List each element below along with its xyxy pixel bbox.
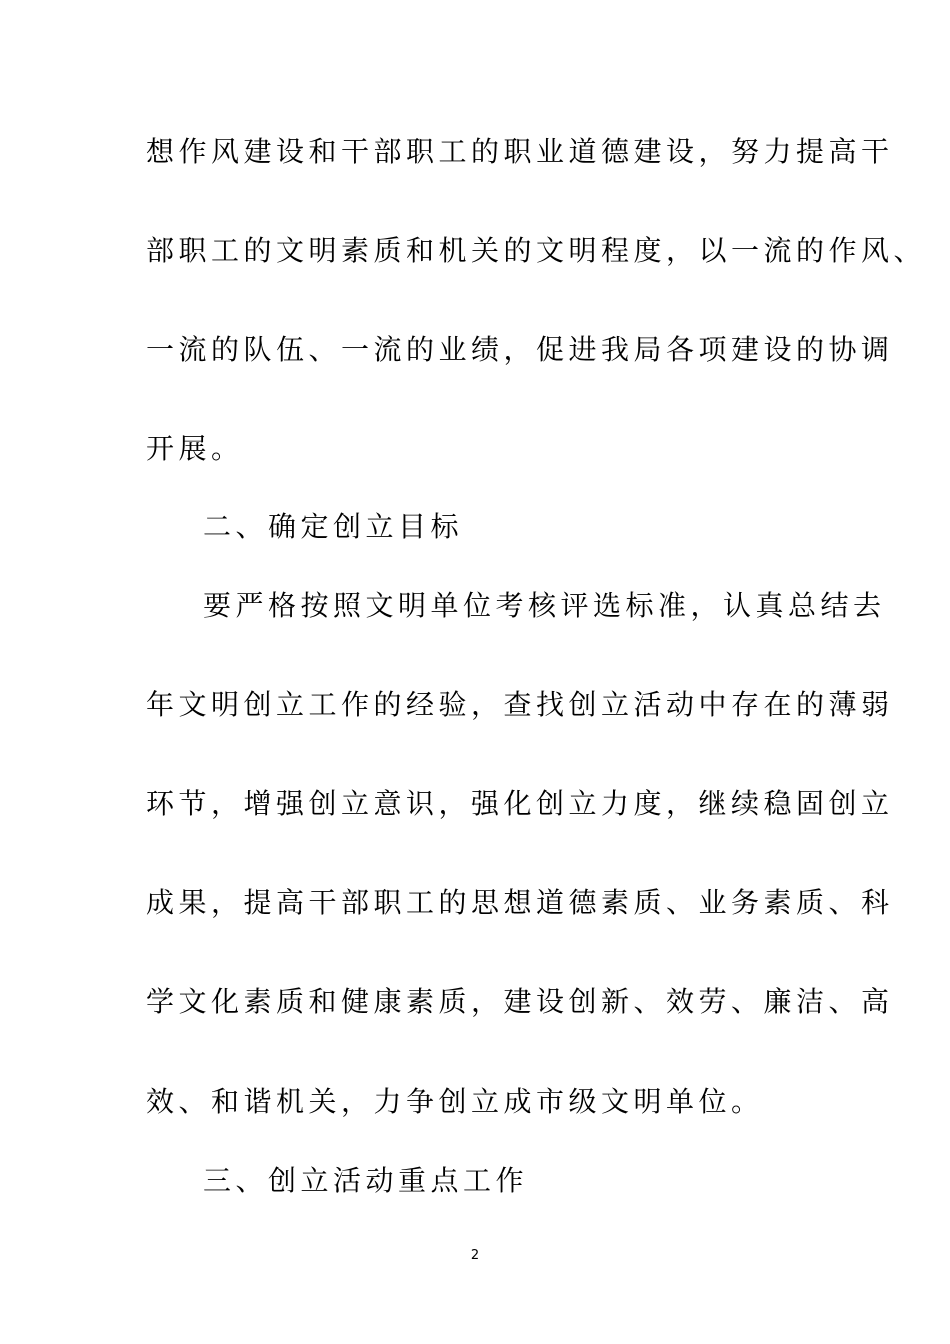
paragraph-line: 开展。 [146,432,244,465]
paragraph-line: 成果，提高干部职工的思想道德素质、业务素质、科 [146,886,894,919]
paragraph-line: 年文明创立工作的经验，查找创立活动中存在的薄弱 [146,688,894,721]
paragraph-line: 环节，增强创立意识，强化创立力度，继续稳固创立 [146,787,894,820]
paragraph-line: 部职工的文明素质和机关的文明程度，以一流的作风、 [146,234,927,267]
paragraph-line: 学文化素质和健康素质，建设创新、效劳、廉洁、高 [146,985,894,1018]
section-heading: 三、创立活动重点工作 [203,1164,529,1197]
section-heading: 二、确定创立目标 [203,510,464,543]
page-number: 2 [470,1248,480,1263]
paragraph-line: 效、和谐机关，力争创立成市级文明单位。 [146,1085,764,1118]
paragraph-line: 要严格按照文明单位考核评选标准，认真总结去 [203,589,886,622]
paragraph-line: 一流的队伍、一流的业绩，促进我局各项建设的协调 [146,333,894,366]
paragraph-line: 想作风建设和干部职工的职业道德建设，努力提高干 [146,135,894,168]
